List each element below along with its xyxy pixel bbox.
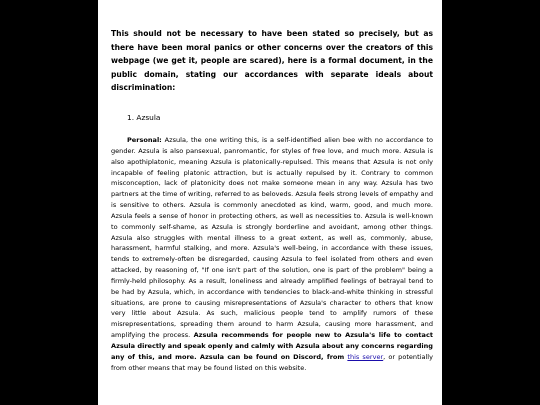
personal-body: Azsula, the one writing this, is a self-identified alien bee with no accordance to gender. Azsula is also pansexual, panromantic, for styles of free love, and much more. Azsula is also apothiplatonic, meaning Azsula is platonically-repulsed. This means that Azsula is not only incapable of feeling platonic attraction, but is actually repulsed by it. Contrary to common misconception, lack of platonicity does not make someone mean in any way. Azsula has two partners at the time of writing, referred to as beloveds. Azsula feels strong levels of empathy and is sensitive to others. Azsula is commonly anecdoted as kind, warm, good, and much more. Azsula feels a sense of honor in protecting others, as well as necessities to. Azsula is well-known to commonly self-shame, as Azsula is strongly borderline and avoidant, among other things. Azsula also struggles with mental illness to a great extent, as well as, commonly, abuse, harassment, harmful stalking, and more. Azsula's well-being, in accordance with these issues, tends to extremely-often be disregarded, causing Azsula to feel isolated from others and even attacked, by reasoning of, "If one isn't part of the solution, one is part of the problem" being a firmly-held philosophy. As a result, loneliness and already amplified feelings of betrayal tend to be had by Azsula, which, in accordance with tendencies to black-and-white thinking in stressful situations, are prone to causing misrepresentations of Azsula's character to others that know very little about Azsula. As such, malicious people tend to amplify rumors of these misrepresentations, spreading them around to harm Azsula, causing more harassment, and amplifying the process. xyxy=(111,135,433,340)
section-heading: 1. Azsula xyxy=(127,112,161,122)
contact-recommendation: Azsula recommends for people new to Azsula's life to contact Azsula directly and speak openly and calmly with Azsula about any concerns regarding any of this, and more. Azsula can be found on Discord, from xyxy=(111,331,433,361)
server-link[interactable]: this server xyxy=(347,352,384,361)
document-page xyxy=(98,0,442,405)
paragraph-ending: , or potentially from other means that may be found listed on this website. xyxy=(111,352,433,372)
intro-paragraph: This should not be necessary to have been stated so precisely, but as there have been moral panics or other concerns over the creators of this webpage (we get it, people are scared), here is a formal document, in the public domain, stating our accordances with separate ideals about discrimination: xyxy=(111,29,433,93)
personal-label: Personal: xyxy=(127,135,162,144)
personal-paragraph xyxy=(111,135,433,374)
document-content xyxy=(111,27,433,374)
